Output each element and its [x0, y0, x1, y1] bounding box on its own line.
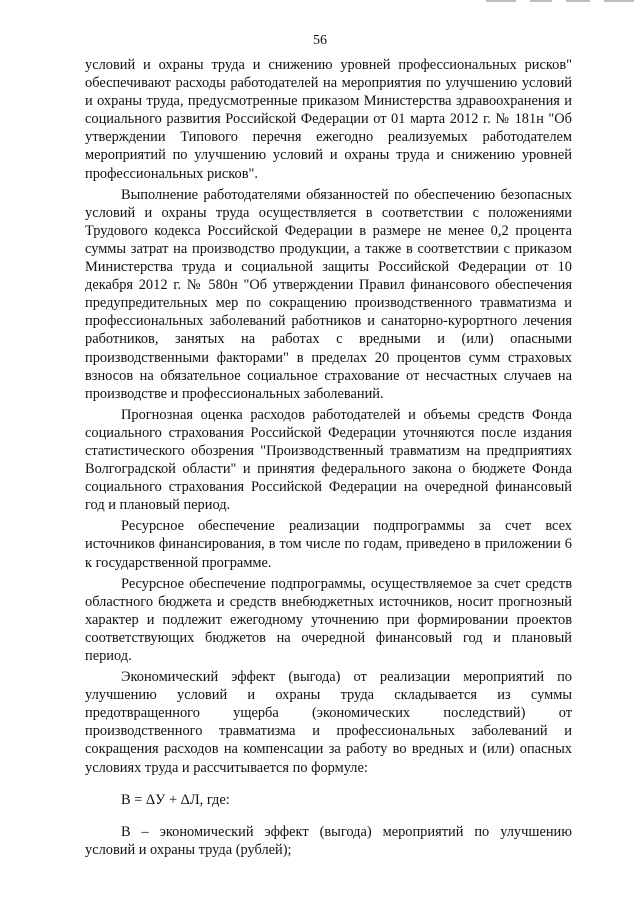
page-number: 56: [313, 33, 327, 48]
scan-edge-marks: [486, 0, 634, 2]
paragraph-resource-provision: Ресурсное обеспечение реализации подпрограммы за счет всех источников финансирования, в том числе по годам, приведено в приложении 6 к государственной программе.: [85, 518, 572, 571]
formula-definition: В – экономический эффект (выгода) мероприятий по улучшению условий и охраны труда (рублей);: [85, 823, 572, 858]
scan-mark: [530, 0, 552, 2]
paragraph-regional-budget: Ресурсное обеспечение подпрограммы, осуществляемое за счет средств областного бюджета и средств внебюджетных источников, носит прогнозный характер и подлежит ежегодному уточнению при формировании проектов соответствующих бюджетов на очередной финансовый год и плановый период.: [85, 575, 572, 664]
paragraph-continuation: условий и охраны труда и снижению уровней профессиональных рисков" обеспечивают расходы работодателей на мероприятия по улучшению условий и охраны труда, предусмотренные приказом Министерства здравоохранения и социального развития Российской Федерации от 01 марта 2012 г. № 181н "Об утверждении Типового перечня ежегодно реализуемых работодателем мероприятий по улучшению условий и охраны труда и снижению уровней профессиональных рисков".: [85, 57, 572, 182]
paragraph-economic-effect: Экономический эффект (выгода) от реализации мероприятий по улучшению условий и охраны труда складывается из суммы предотвращенного ущерба (экономических последствий) от производственного травматизма и профессиональных заболеваний и сокращения расходов на компенсации за работу во вредных и (или) опасных условиях труда и рассчитывается по формуле:: [85, 669, 572, 776]
scan-mark: [604, 0, 634, 2]
paragraph-forecast-estimate: Прогнозная оценка расходов работодателей и объемы средств Фонда социального страхования Российской Федерации уточняются после издания статистического обозрения "Производственный травматизм на предприятиях Волгоградской области" и принятия федерального закона о бюджете Фонда социального страхования Российской Федерации на очередной финансовый год и плановый период.: [85, 406, 572, 514]
document-body: [85, 56, 572, 862]
scan-mark: [486, 0, 516, 2]
scan-mark: [566, 0, 590, 2]
paragraph-employer-obligations: Выполнение работодателями обязанностей по обеспечению безопасных условий и охраны труда осуществляется в соответствии с положениями Трудового кодекса Российской Федерации в размере не менее 0,2 процента суммы затрат на производство продукции, а также в соответствии с приказом Министерства труда и социальной защиты Российской Федерации от 10 декабря 2012 г. № 580н "Об утверждении Правил финансового обеспечения предупредительных мер по сокращению производственного травматизма и профессиональных заболеваний работников и санаторно-курортного лечения работников, занятых на работах с вредными и (или) опасными производственными факторами" в пределах 20 процентов сумм страховых взносов на обязательное социальное страхование от несчастных случаев на производстве и профессиональных заболеваний.: [85, 186, 572, 402]
formula: В = ΔУ + ΔЛ, где:: [121, 791, 230, 808]
